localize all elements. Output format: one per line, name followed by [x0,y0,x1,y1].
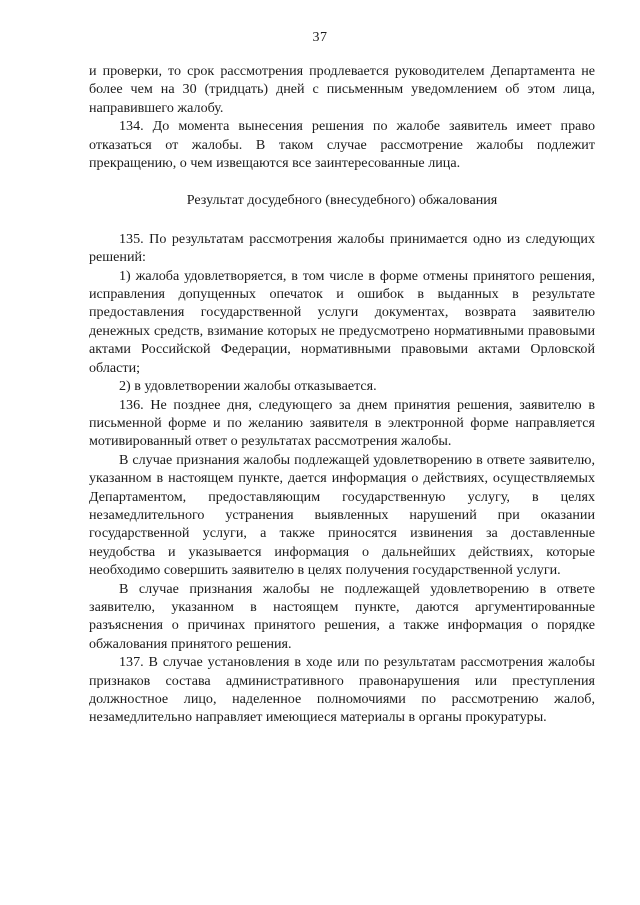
paragraph-135-item-2: 2) в удовлетворении жалобы отказывается. [119,378,377,395]
paragraph-134: 134. До момента вынесения решения по жалобе заявитель имеет право отказаться от жалобы. В таком случае рассмотрение жалобы подлежит прекращению, о чем извещаются все заинтересованные лица. [89,118,595,172]
paragraph-135-item-1: 1) жалоба удовлетворяется, в том числе в форме отмены принятого решения, исправления допущенных опечаток и ошибок в выданных в результате предоставления государственной услуги документах, возврата заявителю денежных средств, взимание которых не предусмотрено нормативными правовыми актами Российской Федерации, нормативными правовыми актами Орловской области; [89,267,595,376]
paragraph-136: 136. Не позднее дня, следующего за днем принятия решения, заявителю в письменной форме и по желанию заявителя в электронной форме направляется мотивированный ответ о результатах рассмотрения жалобы. [89,396,595,450]
page-number: 37 [312,30,328,45]
paragraph-135: 135. По результатам рассмотрения жалобы принимается одно из следующих решений: [89,230,595,266]
paragraph-136-satisfied: В случае признания жалобы подлежащей удовлетворению в ответе заявителю, указанном в настоящем пункте, дается информация о действиях, осуществляемых Департаментом, предоставляющим государственную услугу, в целях незамедлительного устранения выявленных нарушений при оказании государственной услуги, а также приносятся извинения за доставленные неудобства и указывается информация о дальнейших действиях, которые необходимо совершить заявителю в целях получения государственной услуги. [89,451,595,579]
paragraph-136-rejected: В случае признания жалобы не подлежащей удовлетворению в ответе заявителю, указанном в настоящем пункте, даются аргументированные разъяснения о причинах принятого решения, а также информация о порядке обжалования принятого решения. [89,580,595,652]
document-body [89,62,595,727]
paragraph-continuation: и проверки, то срок рассмотрения продлевается руководителем Департамента не более чем на 30 (тридцать) дней с письменным уведомлением об этом лица, направившего жалобу. [89,63,595,116]
paragraph-137: 137. В случае установления в ходе или по результатам рассмотрения жалобы признаков состава административного правонарушения или преступления должностное лицо, наделенное полномочиями по рассмотрению жалоб, незамедлительно направляет имеющиеся материалы в органы прокуратуры. [89,654,595,726]
section-heading: Результат досудебного (внесудебного) обжалования [186,192,498,209]
